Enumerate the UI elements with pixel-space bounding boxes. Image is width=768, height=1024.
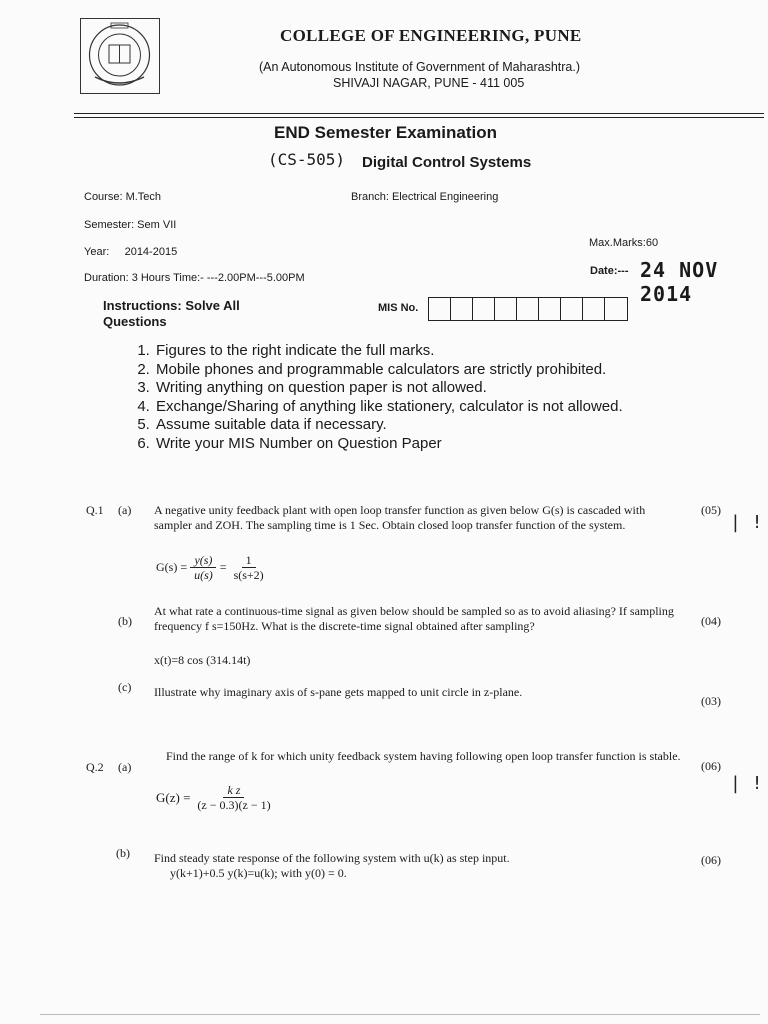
mis-digit-box[interactable] (561, 298, 583, 320)
date-label: Date:--- (590, 265, 629, 277)
question-marks: (06) (701, 759, 721, 773)
max-marks: Max.Marks:60 (589, 237, 659, 249)
year-value: 2014-2015 (124, 246, 178, 258)
mis-label: MIS No. (378, 302, 419, 314)
date-stamp: 24 NOV 2014 (640, 258, 719, 306)
header-divider (74, 117, 764, 118)
sub-question-label: (c) (118, 680, 132, 694)
question-text: Find the range of k for which unity feedback system having following open loop transfer function is stable. (166, 749, 681, 763)
handwritten-mark: | ! (730, 773, 763, 794)
fraction-numerator: y(s) (190, 553, 216, 568)
question-equation: x(t)=8 cos (314.14t) (154, 653, 251, 667)
college-name: COLLEGE OF ENGINEERING, PUNE (280, 26, 582, 45)
semester-field: Semester: Sem VII (84, 219, 177, 231)
equals-sign: = (219, 560, 227, 574)
instruction-item: 4. Exchange/Sharing of anything like stationery, calculator is not allowed. (154, 398, 623, 417)
branch-field: Branch: Electrical Engineering (351, 191, 499, 203)
fraction (193, 783, 274, 812)
handwritten-mark: | ! (730, 512, 763, 533)
equation-gz (156, 783, 275, 812)
mis-digit-box[interactable] (583, 298, 605, 320)
mis-digit-box[interactable] (495, 298, 517, 320)
instruction-item: 6. Write your MIS Number on Question Paper (154, 435, 623, 454)
fraction-denominator: (z − 0.3)(z − 1) (197, 798, 271, 812)
instruction-item: 5. Assume suitable data if necessary. (154, 416, 623, 435)
mis-digit-box[interactable] (429, 298, 451, 320)
instructions-heading: Instructions: Solve All Questions (103, 298, 240, 329)
year-label: Year: (84, 246, 110, 258)
mis-digit-box[interactable] (539, 298, 561, 320)
mis-digit-box[interactable] (517, 298, 539, 320)
question-marks: (03) (701, 694, 721, 708)
college-seal-icon (80, 18, 160, 94)
fraction (230, 553, 268, 582)
instruction-item: 2. Mobile phones and programmable calculators are strictly prohibited. (154, 361, 623, 380)
equation-gs (156, 553, 268, 582)
year-field (84, 246, 177, 258)
question-number: Q.1 (86, 503, 104, 517)
mis-digit-box[interactable] (605, 298, 627, 320)
equation-lhs: G(s) = (156, 560, 188, 574)
header-divider (74, 113, 764, 114)
question-marks: (05) (701, 503, 721, 517)
fraction-denominator: u(s) (194, 568, 213, 582)
exam-title: END Semester Examination (274, 123, 497, 142)
college-address: SHIVAJI NAGAR, PUNE - 411 005 (333, 76, 525, 90)
mis-digit-box[interactable] (473, 298, 495, 320)
fraction-numerator: k z (223, 783, 244, 798)
course-title: Digital Control Systems (362, 154, 532, 171)
question-text: A negative unity feedback plant with open loop transfer function as given below G(s) is cascaded with sampler and ZOH. The sampling time is 1 Sec. Obtain closed loop transfer function of the system. (154, 503, 646, 532)
instructions-list (132, 342, 623, 454)
course-field: Course: M.Tech (84, 191, 162, 203)
mis-number-boxes[interactable] (428, 297, 628, 321)
question-text: At what rate a continuous-time signal as given below should be sampled so as to avoid aliasing? If sampling frequency f s=150Hz. What is the discrete-time signal obtained after sampling? (154, 604, 674, 633)
equation-lhs: G(z) = (156, 789, 191, 805)
sub-question-label: (a) (118, 503, 132, 517)
question-marks: (04) (701, 614, 721, 628)
question-equation: y(k+1)+0.5 y(k)=u(k); with y(0) = 0. (170, 866, 347, 880)
mis-digit-box[interactable] (451, 298, 473, 320)
question-text: Illustrate why imaginary axis of s-pane gets mapped to unit circle in z-plane. (154, 685, 523, 699)
sub-question-label: (a) (118, 760, 132, 774)
instruction-item: 3. Writing anything on question paper is not allowed. (154, 379, 623, 398)
sub-question-label: (b) (118, 614, 132, 628)
fraction (190, 553, 217, 582)
question-marks: (06) (701, 853, 721, 867)
question-number: Q.2 (86, 760, 104, 774)
fraction-numerator: 1 (242, 553, 256, 568)
fraction-denominator: s(s+2) (233, 568, 264, 582)
college-subtitle: (An Autonomous Institute of Government of Maharashtra.) (259, 60, 580, 74)
page-bottom-edge (40, 1014, 760, 1015)
instruction-item: 1. Figures to the right indicate the full marks. (154, 342, 623, 361)
sub-question-label: (b) (116, 846, 130, 860)
duration-field: Duration: 3 Hours Time:- ---2.00PM---5.00PM (84, 272, 305, 284)
course-code: (CS-505) (268, 150, 346, 169)
question-text: Find steady state response of the following system with u(k) as step input. (154, 851, 510, 865)
